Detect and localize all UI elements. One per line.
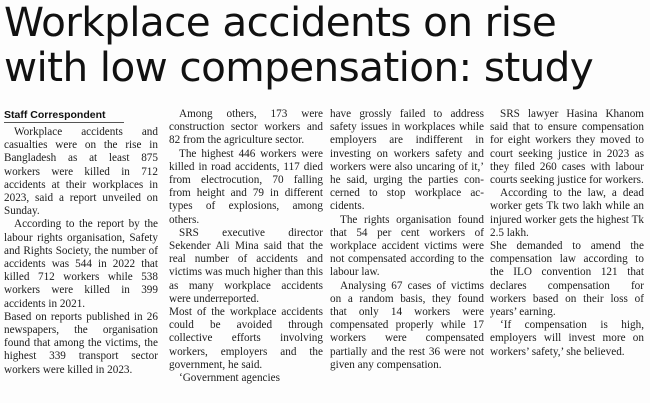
headline-line-1: Workplace accidents on rise [4,0,557,46]
paragraph: SRS lawyer Hasina Khanom said that to ensure compensation for eight workers they moved to court seeking justice in 2023 as they filed 260 cases with labour courts seeking justice for workers. [490,108,644,187]
paragraph: Based on reports published in 26 newspapers, the organisation found that among the victims, the highest 339 transport sector workers were killed in 2023. [4,310,158,376]
byline: Staff Correspondent [4,109,106,121]
paragraph: have grossly failed to address safety issues in workplaces while employers are indifferent in investing on workers safety and workers were also uncaring of it,’ he said, urging the parties concerned to stop workplace accidents. [330,108,484,213]
paragraph: Workplace accidents and casualties were on the rise in Bangladesh as at least 875 workers were killed in 712 accidents at their workplaces in 2023, said a report unveiled on Sunday. [4,126,158,218]
article-column-2 [169,108,323,385]
paragraph: According to the report by the labour rights organisation, Safety and Rights Society, the number of accidents was 544 in 2022 that killed 712 workers while 538 workers were killed in 399 accidents in 2021. [4,218,158,310]
paragraph: According to the law, a dead worker gets Tk two lakh while an injured worker gets the highest Tk 2.5 lakh. [490,187,644,239]
article-column-3 [330,108,484,372]
paragraph: Analysing 67 cases of victims on a random basis, they found that only 14 workers were compensated properly while 17 workers were compensated partially and the rest 36 were not given any compensation. [330,279,484,371]
paragraph: Among others, 173 were construction sector workers and 82 from the agriculture sector. [169,108,323,147]
paragraph: She demanded to amend the compensation law according to the ILO convention 121 that declares compensation for workers based on their loss of years’ earning. [490,240,644,319]
article-column-4 [490,108,644,359]
paragraph: Most of the workplace accidents could be avoided through collective efforts involving workers, employers and the government, he said. [169,306,323,371]
headline [4,0,648,90]
paragraph: ‘Government agencies [179,372,280,385]
paragraph: The rights organisation found that 54 per cent workers of workplace accident victims were not compensated according to the labour law. [330,213,484,279]
article-column-1 [4,126,158,377]
paragraph: ‘If compensation is high, employers will invest more on workers’ safety,’ she believed. [490,319,644,358]
paragraph: The highest 446 workers were killed in road accidents, 117 died from electrocution, 70 falling from height and 79 in different types of explosions, among others. [169,147,323,226]
paragraph: SRS executive director Sekender Ali Mina said that the real number of accidents and victims was much higher than this as many workplace accidents were underreported. [169,226,323,305]
byline-rule [4,122,124,123]
headline-line-2: with low compensation: study [4,43,594,91]
